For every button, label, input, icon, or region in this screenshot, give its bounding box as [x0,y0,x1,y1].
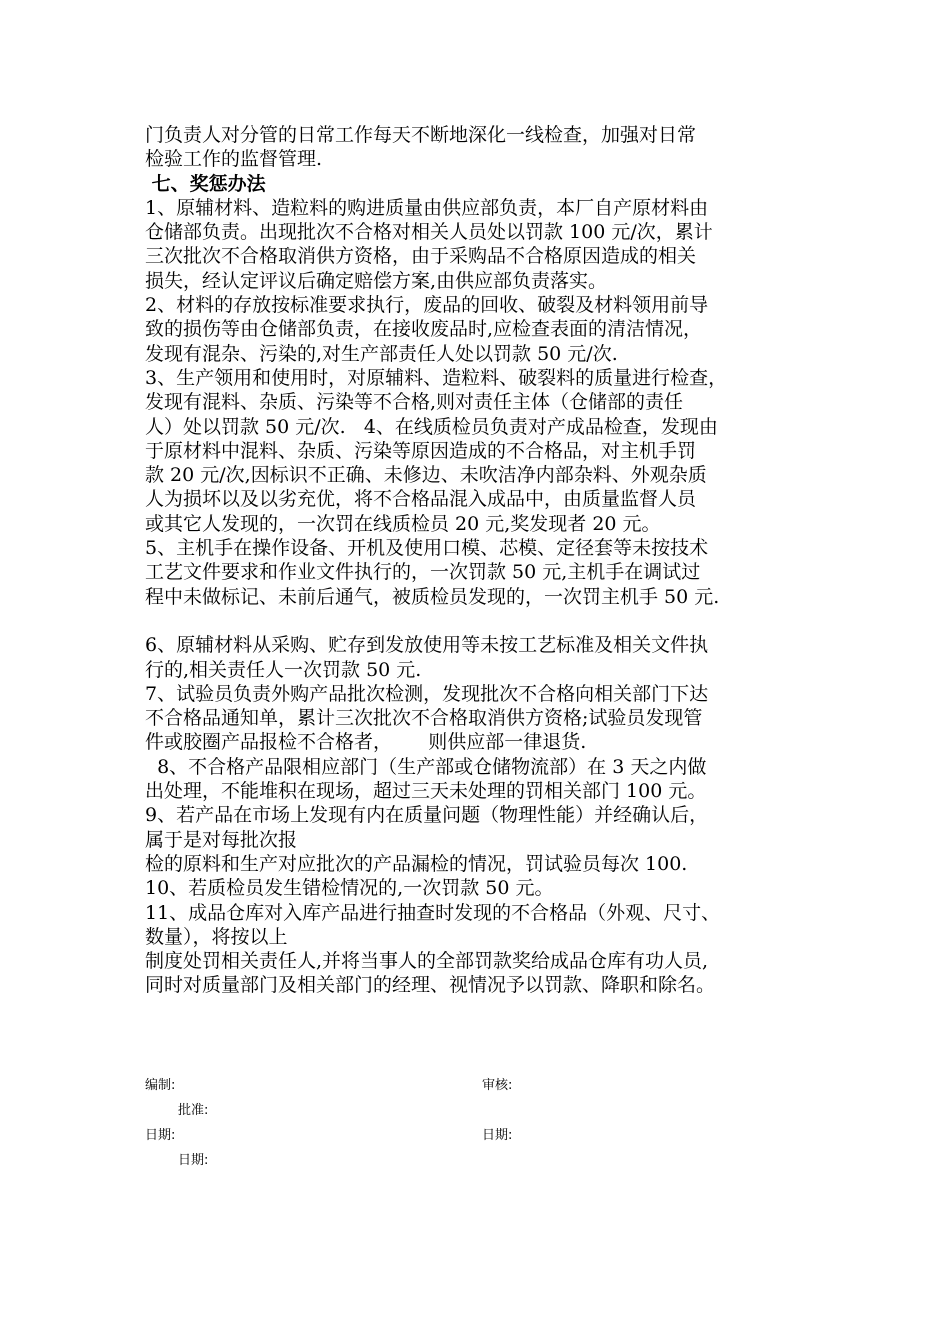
text-line: 5、主机手在操作设备、开机及使用口模、芯模、定径套等未按技术 [145,537,709,560]
text-line: 款 20 元/次,因标识不正确、未修边、未吹洁净内部杂料、外观杂质 [145,464,707,487]
date-label: 日期: [145,1128,176,1143]
text-line: 门负责人对分管的日常工作每天不断地深化一线检查，加强对日常 [145,124,697,146]
date-label: 日期: [178,1153,209,1168]
text-line: 损失，经认定评议后确定赔偿方案,由供应部负责落实。 [145,269,608,292]
text-line: 三次批次不合格取消供方资格，由于采购品不合格原因造成的相关 [145,245,697,268]
blank-line [145,609,835,633]
text-line: 检的原料和生产对应批次的产品漏检的情况，罚试验员每次 100. [145,852,688,875]
text-line: 1、原辅材料、造粒料的购进质量由供应部负责，本厂自产原材料由 [145,196,709,219]
section-heading: 七、奖惩办法 [145,172,266,195]
reviewed-by-label: 审核: [482,1078,513,1093]
date-label: 日期: [482,1128,513,1143]
text-line: 发现有混料、杂质、污染等不合格,则对责任主体（仓储部的责任 [145,391,684,414]
text-line: 制度处罚相关责任人,并将当事人的全部罚款奖给成品仓库有功人员, [145,950,709,973]
text-line: 11、成品仓库对入库产品进行抽查时发现的不合格品（外观、尺寸、 [145,901,721,924]
text-line: 程中未做标记、未前后通气，被质检员发现的，一次罚主机手 50 元. [145,585,720,608]
text-line: 工艺文件要求和作业文件执行的，一次罚款 50 元,主机手在调试过 [145,561,701,584]
text-line: 人）处以罚款 50 元/次. 4、在线质检员负责对产成品检查，发现由 [145,415,718,438]
text-line: 7、试验员负责外购产品批次检测，发现批次不合格向相关部门下达 [145,682,709,705]
text-line: 不合格品通知单，累计三次批次不合格取消供方资格;试验员发现管 [145,707,703,730]
text-line: 9、若产品在市场上发现有内在质量问题（物理性能）并经确认后， [145,804,709,827]
prepared-by-label: 编制: [145,1078,176,1093]
text-line: 2、材料的存放按标准要求执行，废品的回收、破裂及材料领用前导 [145,294,709,317]
text-line: 件或胶圈产品报检不合格者， 则供应部一律退货. [145,731,587,754]
approved-by-label: 批准: [178,1103,209,1118]
text-line: 数量），将按以上 [145,925,288,948]
text-line: 人为损坏以及以劣充优，将不合格品混入成品中，由质量监督人员 [145,488,697,511]
text-line: 同时对质量部门及相关部门的经理、视情况予以罚款、降职和除名。 [145,974,716,997]
document-body [145,123,835,998]
text-line: 出处理，不能堆积在现场，超过三天未处理的罚相关部门 100 元。 [145,780,707,803]
text-line: 发现有混杂、污染的,对生产部责任人处以罚款 50 元/次. [145,342,618,365]
text-line: 致的损伤等由仓储部负责，在接收废品时,应检查表面的清洁情况， [145,318,703,341]
text-line: 或其它人发现的，一次罚在线质检员 20 元,奖发现者 20 元。 [145,512,661,535]
text-line: 3、生产领用和使用时，对原辅料、造粒料、破裂料的质量进行检查， [145,366,728,389]
text-line: 仓储部负责。出现批次不合格对相关人员处以罚款 100 元/次，累计 [145,221,713,244]
text-line: 检验工作的监督管理. [145,148,323,171]
text-line: 属于是对每批次报 [145,828,298,851]
text-line: 行的,相关责任人一次罚款 50 元. [145,658,422,681]
text-line: 6、原辅材料从采购、贮存到发放使用等未按工艺标准及相关文件执 [145,634,709,657]
text-line: 8、不合格产品限相应部门（生产部或仓储物流部）在 3 天之内做 [145,755,707,778]
text-line: 于原材料中混料、杂质、污染等原因造成的不合格品，对主机手罚 [145,439,697,462]
text-line: 10、若质检员发生错检情况的,一次罚款 50 元。 [145,877,554,900]
